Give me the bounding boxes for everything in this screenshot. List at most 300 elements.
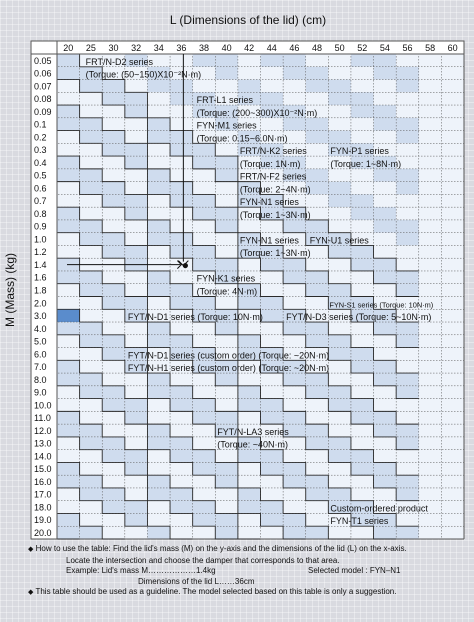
- heat-cell: [351, 258, 374, 271]
- heat-cell: [80, 271, 103, 284]
- heat-cell: [80, 386, 103, 399]
- x-tick-label: 44: [266, 43, 277, 53]
- heat-cell: [193, 475, 216, 488]
- heat-cell: [102, 271, 125, 284]
- heat-cell: [283, 297, 306, 310]
- heat-cell: [80, 118, 103, 131]
- heat-cell: [261, 386, 284, 399]
- heat-cell: [396, 488, 419, 501]
- heat-cell: [170, 437, 193, 450]
- heat-cell: [57, 450, 80, 463]
- heat-cell: [328, 258, 351, 271]
- heat-cell: [351, 411, 374, 424]
- heat-cell: [215, 233, 238, 246]
- heat-cell: [102, 297, 125, 310]
- heat-cell: [238, 399, 261, 412]
- heat-cell: [215, 297, 238, 310]
- heat-cell: [261, 258, 284, 271]
- heat-cell: [328, 54, 351, 67]
- heat-cell: [238, 501, 261, 514]
- y-tick-label: 9.0: [34, 387, 47, 398]
- heat-cell: [306, 220, 329, 233]
- heat-cell: [419, 156, 442, 169]
- y-tick-label: 7.0: [34, 362, 47, 373]
- heat-cell: [125, 526, 148, 539]
- heat-cell: [80, 245, 103, 258]
- heat-cell: [80, 169, 103, 182]
- region-torque: (Torque: (200~300)X10⁻²N·m): [196, 107, 318, 118]
- heat-cell: [193, 513, 216, 526]
- heat-cell: [80, 284, 103, 297]
- heat-cell: [328, 220, 351, 233]
- heat-cell: [147, 513, 170, 526]
- heat-cell: [396, 526, 419, 539]
- heat-cell: [396, 450, 419, 463]
- heat-cell: [170, 92, 193, 105]
- heat-cell: [147, 386, 170, 399]
- heat-cell: [147, 399, 170, 412]
- heat-cell: [441, 399, 464, 412]
- heat-cell: [328, 67, 351, 80]
- heat-cell: [351, 424, 374, 437]
- region-torque: (Torque: ~40N·m): [217, 439, 289, 450]
- heat-cell: [351, 245, 374, 258]
- y-tick-label: 0.2: [34, 132, 47, 143]
- heat-cell: [80, 92, 103, 105]
- heat-cell: [125, 297, 148, 310]
- heat-cell: [125, 513, 148, 526]
- region-label: FYN-U1 series: [309, 235, 369, 246]
- heat-cell: [57, 284, 80, 297]
- heat-cell: [374, 399, 397, 412]
- heat-cell: [238, 54, 261, 67]
- heat-cell: [102, 335, 125, 348]
- heat-cell: [261, 67, 284, 80]
- heat-cell: [125, 284, 148, 297]
- heat-cell: [306, 271, 329, 284]
- y-tick-label: 2.0: [34, 298, 47, 309]
- heat-cell: [328, 182, 351, 195]
- y-tick-label: 12.0: [34, 425, 52, 436]
- y-tick-label: 0.7: [34, 196, 47, 207]
- y-tick-label: 14.0: [34, 451, 52, 462]
- heat-cell: [102, 411, 125, 424]
- heat-cell: [102, 80, 125, 93]
- heat-cell: [193, 258, 216, 271]
- heat-cell: [441, 194, 464, 207]
- heat-cell: [125, 386, 148, 399]
- heat-cell: [396, 411, 419, 424]
- heat-cell: [147, 424, 170, 437]
- heat-cell: [80, 182, 103, 195]
- heat-cell: [125, 424, 148, 437]
- heat-cell: [102, 462, 125, 475]
- heat-cell: [419, 233, 442, 246]
- heat-cell: [328, 92, 351, 105]
- heat-cell: [328, 373, 351, 386]
- heat-cell: [396, 322, 419, 335]
- heat-cell: [215, 207, 238, 220]
- heat-cell: [125, 118, 148, 131]
- heat-cell: [261, 373, 284, 386]
- heat-cell: [102, 513, 125, 526]
- heat-cell: [125, 399, 148, 412]
- heat-cell: [193, 335, 216, 348]
- heat-cell: [215, 373, 238, 386]
- heat-cell: [351, 207, 374, 220]
- heat-cell: [215, 475, 238, 488]
- heat-cell: [57, 322, 80, 335]
- heat-cell: [147, 488, 170, 501]
- heat-cell: [419, 386, 442, 399]
- heat-cell: [147, 143, 170, 156]
- y-tick-label: 10.0: [34, 400, 52, 411]
- heat-cell: [170, 501, 193, 514]
- heat-cell: [238, 488, 261, 501]
- heat-cell: [102, 245, 125, 258]
- y-tick-label: 18.0: [34, 502, 52, 513]
- x-tick-label: 54: [379, 43, 390, 53]
- y-tick-label: 17.0: [34, 489, 52, 500]
- heat-cell: [80, 501, 103, 514]
- heat-cell: [215, 513, 238, 526]
- region-torque: (Torque: 1~8N·m): [330, 158, 402, 169]
- heat-cell: [374, 207, 397, 220]
- heat-cell: [441, 143, 464, 156]
- heat-cell: [419, 169, 442, 182]
- y-tick-label: 1.4: [34, 259, 47, 270]
- heat-cell: [306, 258, 329, 271]
- x-tick-label: 25: [85, 43, 96, 53]
- heat-cell: [125, 194, 148, 207]
- heat-cell: [283, 92, 306, 105]
- heat-cell: [80, 131, 103, 144]
- heat-cell: [374, 54, 397, 67]
- heat-cell: [125, 233, 148, 246]
- heat-cell: [102, 92, 125, 105]
- heat-cell: [80, 360, 103, 373]
- heat-cell: [80, 220, 103, 233]
- heat-cell: [125, 373, 148, 386]
- heat-cell: [80, 411, 103, 424]
- heat-cell: [441, 373, 464, 386]
- heat-cell: [170, 131, 193, 144]
- heat-cell: [419, 80, 442, 93]
- heat-cell: [215, 194, 238, 207]
- heat-cell: [147, 373, 170, 386]
- heat-cell: [441, 220, 464, 233]
- heat-cell: [328, 245, 351, 258]
- heat-cell: [170, 220, 193, 233]
- heat-cell: [283, 118, 306, 131]
- heat-cell: [328, 475, 351, 488]
- heat-cell: [351, 475, 374, 488]
- heat-cell: [238, 475, 261, 488]
- heat-cell: [170, 271, 193, 284]
- heat-cell: [374, 105, 397, 118]
- heat-cell: [215, 411, 238, 424]
- heat-cell: [170, 156, 193, 169]
- heat-cell: [396, 284, 419, 297]
- heat-cell: [147, 233, 170, 246]
- x-tick-label: 56: [402, 43, 413, 53]
- heat-cell: [193, 143, 216, 156]
- heat-cell: [261, 54, 284, 67]
- heat-cell: [125, 475, 148, 488]
- heat-cell: [328, 118, 351, 131]
- heat-cell: [238, 450, 261, 463]
- heat-cell: [147, 131, 170, 144]
- heat-cell: [80, 233, 103, 246]
- heat-cell: [170, 80, 193, 93]
- heat-cell: [57, 297, 80, 310]
- heat-cell: [261, 501, 284, 514]
- heat-cell: [193, 373, 216, 386]
- region-torque: (Torque: (50~150)X10⁻²N·m): [85, 69, 202, 80]
- heat-cell: [261, 92, 284, 105]
- heat-cell: [215, 245, 238, 258]
- x-tick-label: 20: [63, 43, 74, 53]
- heat-cell: [306, 297, 329, 310]
- heat-cell: [215, 169, 238, 182]
- heat-cell: [396, 360, 419, 373]
- heat-cell: [80, 488, 103, 501]
- heat-cell: [147, 105, 170, 118]
- heat-cell: [170, 373, 193, 386]
- heat-cell: [193, 297, 216, 310]
- heat-cell: [57, 156, 80, 169]
- heat-cell: [374, 233, 397, 246]
- heat-cell: [283, 501, 306, 514]
- heat-cell: [351, 118, 374, 131]
- heat-cell: [80, 513, 103, 526]
- heat-cell: [102, 437, 125, 450]
- y-tick-label: 0.07: [34, 81, 52, 92]
- heat-cell: [57, 194, 80, 207]
- heat-cell: [283, 284, 306, 297]
- region-label: FYT/N-H1 series (custom order) (Torque: ~20N·m): [127, 363, 330, 374]
- heat-cell: [102, 360, 125, 373]
- heat-cell: [306, 424, 329, 437]
- heat-cell: [170, 143, 193, 156]
- heat-cell: [193, 437, 216, 450]
- heat-cell: [306, 411, 329, 424]
- heat-cell: [441, 424, 464, 437]
- heat-cell: [306, 194, 329, 207]
- heat-cell: [57, 335, 80, 348]
- heat-cell: [283, 335, 306, 348]
- heat-cell: [374, 488, 397, 501]
- heat-cell: [80, 156, 103, 169]
- heat-cell: [261, 526, 284, 539]
- heat-cell: [328, 194, 351, 207]
- heat-cell: [147, 271, 170, 284]
- heat-cell: [374, 411, 397, 424]
- diamond-bullet-icon: ◆: [28, 589, 34, 597]
- heat-cell: [193, 245, 216, 258]
- heat-cell: [238, 80, 261, 93]
- heat-cell: [57, 143, 80, 156]
- heat-cell: [147, 80, 170, 93]
- heat-cell: [306, 156, 329, 169]
- y-tick-label: 5.0: [34, 336, 47, 347]
- heat-cell: [419, 360, 442, 373]
- heat-cell: [419, 526, 442, 539]
- heat-cell: [125, 450, 148, 463]
- heat-cell: [328, 284, 351, 297]
- heat-cell: [419, 271, 442, 284]
- heat-cell: [441, 501, 464, 514]
- heat-cell: [328, 411, 351, 424]
- y-axis-label: M (Mass) (kg): [3, 253, 17, 327]
- heat-cell: [328, 207, 351, 220]
- heat-cell: [306, 513, 329, 526]
- heat-cell: [215, 399, 238, 412]
- heat-cell: [396, 143, 419, 156]
- heat-cell: [147, 207, 170, 220]
- heat-cell: [396, 245, 419, 258]
- heat-cell: [396, 475, 419, 488]
- heat-cell: [215, 54, 238, 67]
- y-tick-label: 0.5: [34, 170, 47, 181]
- heat-cell: [441, 386, 464, 399]
- heat-cell: [419, 118, 442, 131]
- heat-cell: [125, 322, 148, 335]
- heat-cell: [170, 105, 193, 118]
- how-to-line-1: [28, 544, 468, 556]
- heat-cell: [396, 386, 419, 399]
- region-label: FYN-K1 series: [196, 273, 256, 284]
- heat-cell: [328, 360, 351, 373]
- heat-cell: [419, 513, 442, 526]
- heat-cell: [170, 194, 193, 207]
- example-line: [28, 566, 468, 577]
- heat-cell: [328, 169, 351, 182]
- heat-cell: [57, 118, 80, 131]
- heat-cell: [80, 399, 103, 412]
- heat-cell: [306, 386, 329, 399]
- heat-cell: [441, 488, 464, 501]
- y-tick-label: 19.0: [34, 515, 52, 526]
- heat-cell: [125, 156, 148, 169]
- heat-cell: [351, 399, 374, 412]
- heat-cell: [57, 220, 80, 233]
- heat-cell: [441, 322, 464, 335]
- heat-cell: [261, 220, 284, 233]
- heat-cell: [419, 437, 442, 450]
- heat-cell: [215, 143, 238, 156]
- heat-cell: [351, 526, 374, 539]
- heat-cell: [170, 526, 193, 539]
- heat-cell: [125, 131, 148, 144]
- region-label: FYN-N1 series: [239, 235, 299, 246]
- heat-cell: [102, 233, 125, 246]
- y-tick-label: 8.0: [34, 374, 47, 385]
- heat-cell: [57, 462, 80, 475]
- heat-cell: [261, 309, 284, 322]
- heat-cell: [374, 220, 397, 233]
- heat-cell: [147, 501, 170, 514]
- region-torque: (Torque: 1~3N·m): [239, 209, 311, 220]
- heat-cell: [215, 450, 238, 463]
- heat-cell: [57, 501, 80, 514]
- heat-cell: [396, 169, 419, 182]
- heat-cell: [441, 411, 464, 424]
- x-tick-label: 38: [198, 43, 209, 53]
- heat-cell: [102, 169, 125, 182]
- heat-cell: [170, 169, 193, 182]
- heat-cell: [396, 118, 419, 131]
- heat-cell: [419, 462, 442, 475]
- heat-cell: [441, 297, 464, 310]
- heat-cell: [193, 399, 216, 412]
- heat-cell: [396, 54, 419, 67]
- heat-cell: [57, 182, 80, 195]
- heat-cell: [441, 245, 464, 258]
- heat-cell: [396, 258, 419, 271]
- heat-cell: [215, 322, 238, 335]
- heat-cell: [306, 437, 329, 450]
- heat-cell: [125, 501, 148, 514]
- x-tick-label: 58: [425, 43, 436, 53]
- heat-cell: [193, 54, 216, 67]
- heat-cell: [351, 54, 374, 67]
- heat-cell: [441, 54, 464, 67]
- heat-cell: [215, 182, 238, 195]
- heat-cell: [396, 207, 419, 220]
- heat-cell: [147, 182, 170, 195]
- heat-cell: [283, 399, 306, 412]
- heat-cell: [261, 284, 284, 297]
- heat-cell: [306, 526, 329, 539]
- heat-cell: [419, 284, 442, 297]
- y-tick-label: 1.2: [34, 247, 47, 258]
- example-label: Example: Lid's mass M………………1.4kg: [66, 566, 216, 576]
- heat-cell: [80, 437, 103, 450]
- heat-cell: [419, 424, 442, 437]
- heat-cell: [193, 156, 216, 169]
- x-tick-label: 32: [131, 43, 142, 53]
- heat-cell: [102, 309, 125, 322]
- heat-cell: [215, 462, 238, 475]
- heat-cell: [396, 271, 419, 284]
- heat-cell: [57, 360, 80, 373]
- heat-cell: [238, 297, 261, 310]
- heat-cell: [170, 513, 193, 526]
- heat-cell: [147, 284, 170, 297]
- heat-cell: [419, 67, 442, 80]
- y-tick-label: 1.0: [34, 234, 47, 245]
- heat-cell: [441, 258, 464, 271]
- heat-cell: [261, 488, 284, 501]
- heat-cell: [419, 105, 442, 118]
- heat-cell: [374, 182, 397, 195]
- region-label: FRT-L1 series: [196, 95, 254, 106]
- heat-cell: [441, 437, 464, 450]
- heat-cell: [374, 92, 397, 105]
- heat-cell: [170, 118, 193, 131]
- heat-cell: [57, 348, 80, 361]
- heat-cell: [193, 220, 216, 233]
- heat-cell: [193, 233, 216, 246]
- heat-cell: [238, 322, 261, 335]
- heat-cell: [57, 54, 80, 67]
- heat-cell: [441, 207, 464, 220]
- heat-cell: [441, 348, 464, 361]
- heat-cell: [328, 488, 351, 501]
- x-tick-label: 50: [334, 43, 345, 53]
- heat-cell: [374, 526, 397, 539]
